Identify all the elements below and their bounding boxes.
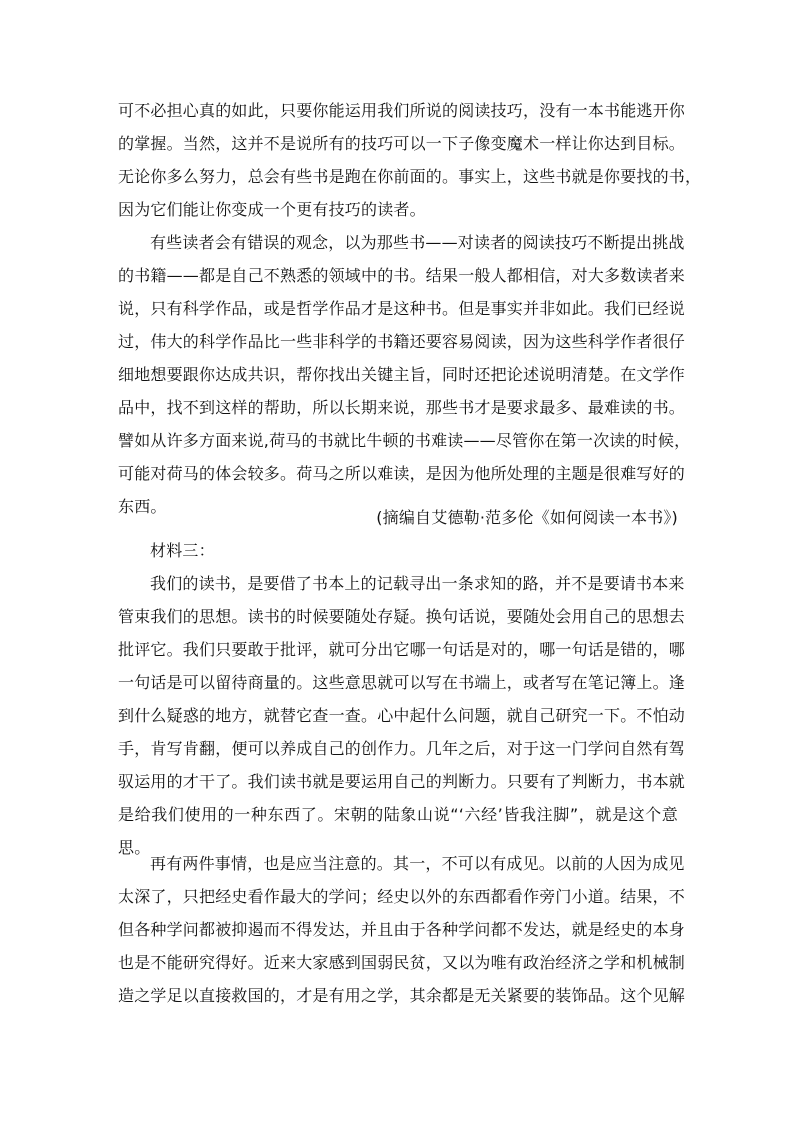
paragraph-line: 是给我们使用的一种东西了。宋朝的陆象山说“‘六经’皆我注脚”，就是这个意 [118,805,678,824]
paragraph-line: 譬如从许多方面来说,荷马的书就比牛顿的书难读——尽管你在第一次读的时候， [118,431,691,450]
paragraph-line: 无论你多么努力，总会有些书是跑在你前面的。事实上，这些书就是你要找的书， [118,167,702,186]
paragraph-line: 有些读者会有错误的观念，以为那些书——对读者的阅读技巧不断提出挑战 [150,233,685,252]
paragraph-line: 我们的读书，是要借了书本上的记载寻出一条求知的路，并不是要请书本来 [150,574,685,593]
paragraph-line: 的掌握。当然，这并不是说所有的技巧可以一下子像变魔术一样让你达到目标。 [118,134,686,153]
paragraph-line: 也是不能研究得好。近来大家感到国弱民贫，又以为唯有政治经济之学和机械制 [118,953,686,972]
source-citation: (摘编自艾德勒·范多伦《如何阅读一本书》) [376,508,678,527]
paragraph-line: 可能对荷马的体会较多。荷马之所以难读，是因为他所处理的主题是很难写好的 [118,464,686,483]
paragraph-line: 可不必担心真的如此，只要你能运用我们所说的阅读技巧，没有一本书能逃开你 [118,101,686,120]
paragraph-line: 到什么疑惑的地方，就替它查一查。心中起什么问题，就自己研究一下。不怕动 [118,706,686,725]
paragraph-line: 过，伟大的科学作品比一些非科学的书籍还要容易阅读，因为这些科学作者很仔 [118,332,686,351]
paragraph-line: 手，肯写肯翻，便可以养成自己的创作力。几年之后，对于这一门学问自然有驾 [118,739,686,758]
paragraph-line: 说，只有科学作品，或是哲学作品才是这种书。但是事实并非如此。我们已经说 [118,299,686,318]
paragraph-line: 但各种学问都被抑遏而不得发达，并且由于各种学问都不发达，就是经史的本身 [118,920,686,939]
paragraph-line: 太深了，只把经史看作最大的学问；经史以外的东西都看作旁门小道。结果，不 [118,887,686,906]
paragraph-line: 再有两件事情，也是应当注意的。其一，不可以有成见。以前的人因为成见 [150,854,685,873]
paragraph-line: 驭运用的才干了。我们读书就是要运用自己的判断力。只要有了判断力，书本就 [118,772,686,791]
paragraph-line: 品中，找不到这样的帮助，所以长期来说，那些书才是要求最多、最难读的书。 [118,398,686,417]
paragraph-line: 思。 [118,838,151,857]
paragraph-line: 批评它。我们只要敢于批评，就可分出它哪一句话是对的，哪一句话是错的，哪 [118,640,686,659]
paragraph-line: 管束我们的思想。读书的时候要随处存疑。换句话说，要随处会用自己的思想去 [118,607,686,626]
paragraph-line: 造之学足以直接救国的，才是有用之学，其余都是无关紧要的装饰品。这个见解 [118,986,686,1005]
paragraph-line: 一句话是可以留待商量的。这些意思就可以写在书端上，或者写在笔记簿上。逢 [118,673,686,692]
paragraph-line: 细地想要跟你达成共识，帮你找出关键主旨，同时还把论述说明清楚。在文学作 [118,365,686,384]
paragraph-line: 东西。 [118,497,167,516]
paragraph-line: 因为它们能让你变成一个更有技巧的读者。 [118,200,426,219]
paragraph-line: 的书籍——都是自己不熟悉的领域中的书。结果一般人都相信，对大多数读者来 [118,266,686,285]
material-heading: 材料三： [150,541,215,560]
